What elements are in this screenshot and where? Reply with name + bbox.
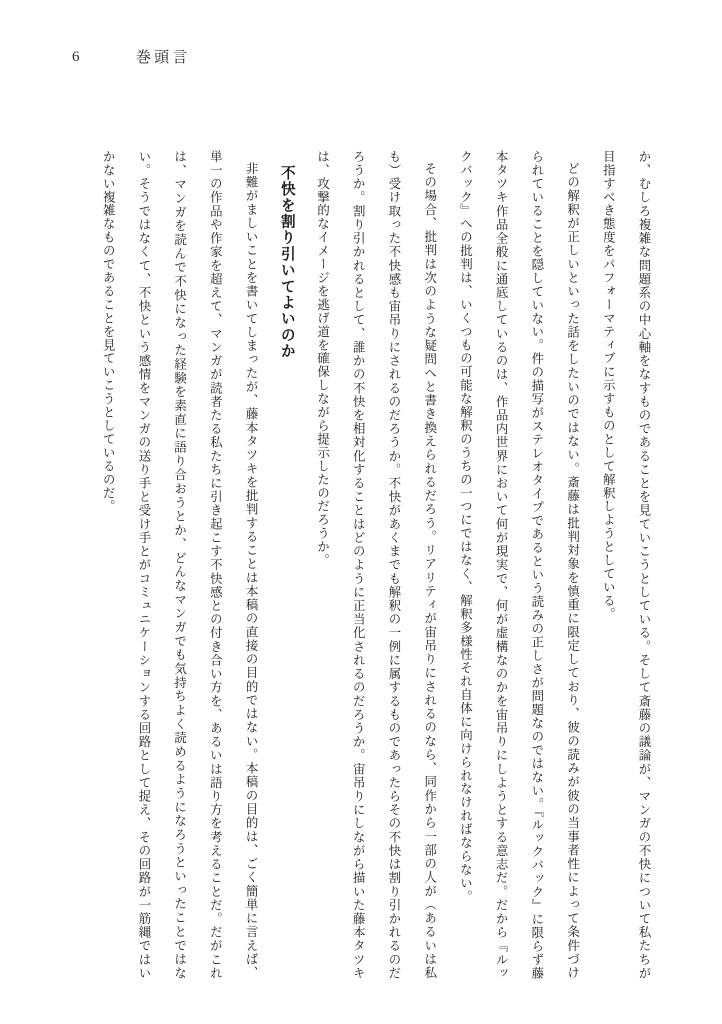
section-heading: 不快を割り引いてよいのか: [278, 164, 296, 360]
body-paragraph-3: その場合、批判は次のような疑問へと書き換えられるだろう。リアリティが宙吊りにされるのなら、同作から一部の人が（あるいは私も）受け取った不快感も宙吊りにされるのだろうか。不快があくまでも解釈の一例に属するものであったらその不快は割り引かれるのだろうか。割り引かれるとして、誰かの不快を相対化することはどのように正当化されるのだろうか。宙吊りにしながら描いた藤本タツキは、攻撃的なイメージを逃げ道を確保しながら提示したのだろうか。: [315, 150, 438, 980]
body-paragraph-1: か、むしろ複雑な問題系の中心軸をなすものであることを見ていこうとしている。そして斎藤の議論が、マンガの不快について私たちが目指すべき態度をパフォーマティブに示すものとして解釈しようとしている。: [601, 150, 652, 980]
running-head-title: 巻頭言: [135, 47, 191, 66]
body-paragraph-4: 非難がましいことを書いてしまったが、藤本タツキを批判することは本稿の直接の目的ではない。本稿の目的は、ごく簡単に言えば、単一の作品や作家を超えて、マンガが読者たる私たちに引き起こす不快感との付き合い方を、あるいは語り方を考えることだ。だがこれは、マンガを読んで不快になった経験を素直に語り合おうとか、どんなマンガでも気持ちよく読めるようになろうといったことではない。そうではなくて、不快という感情をマンガの送り手と受け手とがコミュニケーションする回路として捉え、その回路が一筋縄ではいかない複雑なものであることを見ていこうとしているのだ。: [101, 150, 260, 980]
running-head: [72, 44, 632, 70]
page-number: 6: [72, 48, 80, 65]
body-paragraph-2: どの解釈が正しいといった話をしたいのではない。斎藤は批判対象を慎重に限定しており、彼の読みが彼の当事者性によって条件づけられていることを隠していない。件の描写がステレオタイプであるという読みの正しさが問題なのではない。『ルックバック』に限らず藤本タツキ作品全般に通底しているのは、作品内世界において何が現実で、何が虚構なのかを宙吊りにしようとする意志だ。だから『ルックバック』への批判は、いくつもの可能な解釈のうちの一つにではなく、解釈多様性それ自体に向けられなければならない。: [458, 150, 581, 980]
vertical-text-body: [62, 150, 662, 980]
